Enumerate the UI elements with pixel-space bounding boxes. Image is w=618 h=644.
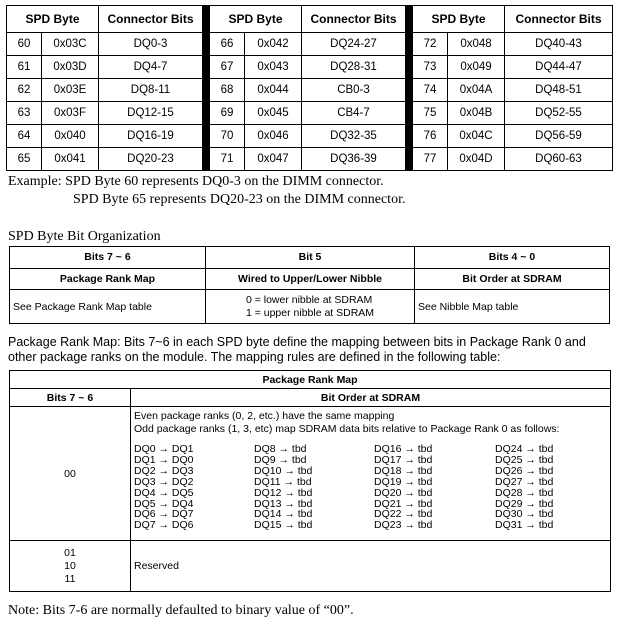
connector-bits: DQ44-47 bbox=[505, 56, 613, 79]
spd-byte-decimal: 61 bbox=[7, 56, 42, 79]
spd-byte-decimal: 69 bbox=[210, 102, 245, 125]
connector-bits: DQ52-55 bbox=[505, 102, 613, 125]
spd-byte-hex: 0x04C bbox=[448, 125, 505, 148]
column-header: Bits 4 ~ 0 bbox=[415, 247, 610, 269]
table-cell bbox=[131, 407, 611, 541]
spd-byte-hex: 0x045 bbox=[245, 102, 302, 125]
table-row bbox=[10, 541, 611, 592]
column-divider bbox=[406, 125, 413, 148]
connector-bits-header: Connector Bits bbox=[505, 6, 613, 33]
footer-note: Note: Bits 7-6 are normally defaulted to binary value of “00”. bbox=[8, 603, 354, 618]
dq-mapping-item: DQ13 → tbd bbox=[254, 497, 313, 510]
section-title: SPD Byte Bit Organization bbox=[8, 229, 161, 244]
column-divider bbox=[203, 148, 210, 171]
spd-table-header bbox=[7, 6, 613, 33]
connector-bits: DQ12-15 bbox=[99, 102, 203, 125]
spd-byte-hex: 0x04A bbox=[448, 79, 505, 102]
connector-bits: DQ24-27 bbox=[302, 33, 406, 56]
table-row bbox=[10, 290, 610, 324]
spd-byte-hex: 0x044 bbox=[245, 79, 302, 102]
spd-byte-hex: 0x049 bbox=[448, 56, 505, 79]
connector-bits: DQ20-23 bbox=[99, 148, 203, 171]
dq-mapping-item: DQ20 → tbd bbox=[374, 486, 433, 499]
table-title: Package Rank Map bbox=[10, 371, 611, 389]
spd-byte-header: SPD Byte bbox=[210, 6, 302, 33]
dq-mapping-item: DQ21 → tbd bbox=[374, 497, 433, 510]
spd-byte-decimal: 75 bbox=[413, 102, 448, 125]
table-row bbox=[10, 268, 610, 290]
bit-organization-table bbox=[9, 246, 610, 324]
example-text: SPD Byte 65 represents DQ20-23 on the DIMM connector. bbox=[73, 192, 406, 207]
dq-mapping-item: DQ0 → DQ1 bbox=[134, 443, 194, 455]
spd-byte-hex: 0x041 bbox=[42, 148, 99, 171]
connector-bits-header: Connector Bits bbox=[302, 6, 406, 33]
spd-byte-decimal: 67 bbox=[210, 56, 245, 79]
connector-bits: DQ56-59 bbox=[505, 125, 613, 148]
dq-mapping-item: DQ6 → DQ7 bbox=[134, 508, 194, 521]
connector-bits: DQ4-7 bbox=[99, 56, 203, 79]
dq-mapping-item: DQ3 → DQ2 bbox=[134, 475, 194, 488]
connector-bits: DQ48-51 bbox=[505, 79, 613, 102]
column-divider bbox=[203, 79, 210, 102]
connector-bits: DQ28-31 bbox=[302, 56, 406, 79]
dq-mapping-item: DQ24 → tbd bbox=[495, 443, 554, 455]
bits-code: 11 bbox=[64, 572, 76, 585]
odd-rank-rule: Odd package ranks (1, 3, etc) map SDRAM data bits relative to Package Rank 0 as follows: bbox=[134, 423, 560, 435]
dq-mapping-item: DQ11 → tbd bbox=[254, 475, 312, 488]
table-row bbox=[10, 371, 611, 389]
dq-mapping-item: DQ15 → tbd bbox=[254, 519, 313, 532]
dq-mapping-item: DQ28 → tbd bbox=[495, 486, 554, 499]
connector-bits: DQ60-63 bbox=[505, 148, 613, 171]
nibble-upper-text: 1 = upper nibble at SDRAM bbox=[245, 306, 375, 319]
table-row bbox=[7, 56, 613, 79]
column-divider bbox=[406, 33, 413, 56]
nibble-lower-text: 0 = lower nibble at SDRAM bbox=[245, 293, 373, 306]
spd-byte-decimal: 60 bbox=[7, 33, 42, 56]
dq-mapping-item: DQ30 → tbd bbox=[495, 508, 554, 521]
dq-mapping-item: DQ2 → DQ3 bbox=[134, 464, 194, 477]
connector-bits: CB0-3 bbox=[302, 79, 406, 102]
spd-byte-hex: 0x04B bbox=[448, 102, 505, 125]
table-row bbox=[7, 33, 613, 56]
spd-byte-connector-table bbox=[6, 5, 613, 171]
table-row bbox=[7, 148, 613, 171]
spd-byte-hex: 0x03D bbox=[42, 56, 99, 79]
dq-mapping-item: DQ19 → tbd bbox=[374, 475, 433, 488]
dq-mapping-item: DQ23 → tbd bbox=[374, 519, 433, 532]
connector-bits: DQ36-39 bbox=[302, 148, 406, 171]
dq-mapping-item: DQ17 → tbd bbox=[374, 453, 433, 466]
spd-byte-header: SPD Byte bbox=[413, 6, 505, 33]
column-subheader: Bit Order at SDRAM bbox=[415, 268, 610, 290]
bits-code: 10 bbox=[64, 559, 76, 572]
spd-byte-decimal: 64 bbox=[7, 125, 42, 148]
dq-mapping-item: DQ9 → tbd bbox=[254, 453, 307, 466]
connector-bits: DQ0-3 bbox=[99, 33, 203, 56]
connector-bits: CB4-7 bbox=[302, 102, 406, 125]
dq-mapping-item: DQ7 → DQ6 bbox=[134, 519, 194, 532]
bits-code: 01 bbox=[64, 546, 76, 559]
connector-bits: DQ8-11 bbox=[99, 79, 203, 102]
spd-byte-decimal: 65 bbox=[7, 148, 42, 171]
spd-byte-decimal: 70 bbox=[210, 125, 245, 148]
table-cell bbox=[206, 290, 415, 324]
spd-byte-hex: 0x046 bbox=[245, 125, 302, 148]
spd-byte-decimal: 74 bbox=[413, 79, 448, 102]
dq-mapping-item: DQ12 → tbd bbox=[254, 486, 313, 499]
column-divider bbox=[203, 33, 210, 56]
column-divider bbox=[203, 56, 210, 79]
spd-byte-decimal: 71 bbox=[210, 148, 245, 171]
spd-byte-hex: 0x04D bbox=[448, 148, 505, 171]
dq-mapping-item: DQ14 → tbd bbox=[254, 508, 313, 521]
spd-byte-hex: 0x03E bbox=[42, 79, 99, 102]
spd-byte-decimal: 66 bbox=[210, 33, 245, 56]
column-divider bbox=[203, 102, 210, 125]
dq-mapping-item: DQ1 → DQ0 bbox=[134, 453, 194, 466]
column-divider bbox=[203, 125, 210, 148]
dq-mapping-item: DQ18 → tbd bbox=[374, 464, 433, 477]
dq-mapping-item: DQ16 → tbd bbox=[374, 443, 433, 455]
example-text: Example: SPD Byte 60 represents DQ0-3 on the DIMM connector. bbox=[8, 174, 384, 189]
column-divider bbox=[406, 6, 413, 33]
spd-byte-hex: 0x048 bbox=[448, 33, 505, 56]
dq-mapping-item: DQ22 → tbd bbox=[374, 508, 433, 521]
dq-mapping-item: DQ4 → DQ5 bbox=[134, 486, 194, 499]
column-divider bbox=[406, 56, 413, 79]
column-subheader: Package Rank Map bbox=[10, 268, 206, 290]
spd-byte-decimal: 76 bbox=[413, 125, 448, 148]
column-subheader: Wired to Upper/Lower Nibble bbox=[206, 268, 415, 290]
table-cell: See Package Rank Map table bbox=[10, 290, 206, 324]
column-divider bbox=[406, 102, 413, 125]
spd-byte-header: SPD Byte bbox=[7, 6, 99, 33]
dq-mapping-item: DQ5 → DQ4 bbox=[134, 497, 194, 510]
dq-mapping-grid bbox=[134, 444, 607, 531]
spd-byte-decimal: 68 bbox=[210, 79, 245, 102]
table-row bbox=[10, 247, 610, 269]
connector-bits-header: Connector Bits bbox=[99, 6, 203, 33]
dq-mapping-item: DQ26 → tbd bbox=[495, 464, 554, 477]
dq-mapping-item: DQ27 → tbd bbox=[495, 475, 554, 488]
spd-byte-hex: 0x03C bbox=[42, 33, 99, 56]
column-divider bbox=[406, 148, 413, 171]
bits-value bbox=[10, 541, 131, 592]
table-cell: See Nibble Map table bbox=[415, 290, 610, 324]
column-header: Bits 7 ~ 6 bbox=[10, 247, 206, 269]
spd-byte-hex: 0x042 bbox=[245, 33, 302, 56]
spd-byte-hex: 0x03F bbox=[42, 102, 99, 125]
connector-bits: DQ40-43 bbox=[505, 33, 613, 56]
column-header: Bit Order at SDRAM bbox=[131, 389, 611, 407]
spd-byte-decimal: 73 bbox=[413, 56, 448, 79]
connector-bits: DQ16-19 bbox=[99, 125, 203, 148]
rank-map-paragraph: Package Rank Map: Bits 7~6 in each SPD byte define the mapping between bits in Package Rank 0 and other package ranks on the module. The mapping rules are defined in the following table: bbox=[8, 335, 586, 364]
package-rank-map-table bbox=[9, 370, 611, 592]
column-header: Bit 5 bbox=[206, 247, 415, 269]
spd-byte-decimal: 63 bbox=[7, 102, 42, 125]
table-row bbox=[7, 79, 613, 102]
column-divider bbox=[203, 6, 210, 33]
bits-value: 00 bbox=[10, 407, 131, 541]
dq-mapping-item: DQ25 → tbd bbox=[495, 453, 554, 466]
spd-byte-hex: 0x047 bbox=[245, 148, 302, 171]
dq-mapping-item: DQ8 → tbd bbox=[254, 443, 307, 455]
table-row bbox=[7, 102, 613, 125]
spd-byte-hex: 0x040 bbox=[42, 125, 99, 148]
spd-byte-decimal: 62 bbox=[7, 79, 42, 102]
even-rank-rule: Even package ranks (0, 2, etc.) have the same mapping bbox=[134, 410, 395, 422]
spd-byte-hex: 0x043 bbox=[245, 56, 302, 79]
dq-mapping-item: DQ29 → tbd bbox=[495, 497, 554, 510]
column-divider bbox=[406, 79, 413, 102]
column-header: Bits 7 ~ 6 bbox=[10, 389, 131, 407]
connector-bits: DQ32-35 bbox=[302, 125, 406, 148]
spd-byte-decimal: 72 bbox=[413, 33, 448, 56]
table-row bbox=[7, 125, 613, 148]
table-row bbox=[10, 407, 611, 541]
dq-mapping-item: DQ31 → tbd bbox=[495, 519, 554, 532]
reserved-label: Reserved bbox=[131, 541, 611, 592]
table-row bbox=[10, 389, 611, 407]
dq-mapping-item: DQ10 → tbd bbox=[254, 464, 313, 477]
spd-byte-decimal: 77 bbox=[413, 148, 448, 171]
